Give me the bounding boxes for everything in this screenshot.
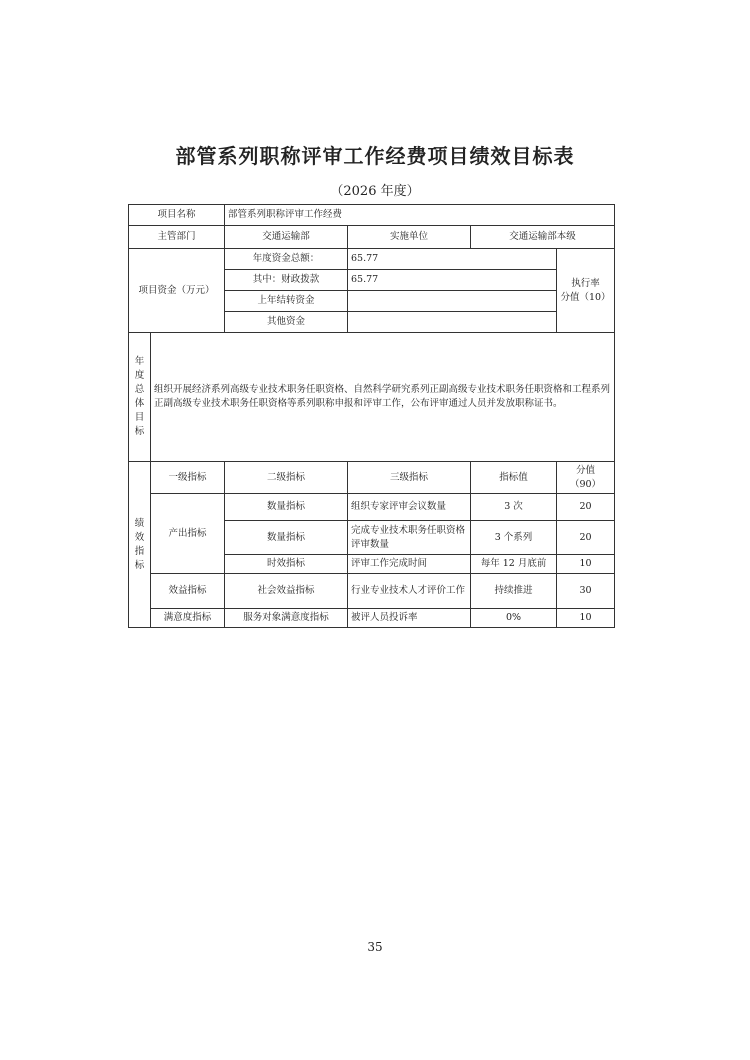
- level2-cell: 时效指标: [225, 555, 348, 574]
- project-name-label: 项目名称: [129, 205, 225, 226]
- annual-total-value: 65.77: [348, 249, 557, 270]
- satisfaction-indicator-label: 满意度指标: [151, 609, 225, 628]
- value-cell: 0%: [471, 609, 557, 628]
- header-level1: 一级指标: [151, 462, 225, 494]
- level3-cell: 被评人员投诉率: [348, 609, 471, 628]
- exec-rate-label: 执行率: [571, 277, 600, 289]
- value-cell: 持续推进: [471, 574, 557, 609]
- score-cell: 10: [557, 609, 615, 628]
- exec-rate-cell: [557, 249, 615, 333]
- other-funds-value: [348, 312, 557, 333]
- row-annual-goal: [129, 333, 615, 462]
- project-name-value: 部管系列职称评审工作经费: [225, 205, 615, 226]
- row-annual-total: [129, 249, 615, 270]
- carryover-label: 上年结转资金: [225, 291, 348, 312]
- page-number: 35: [367, 940, 383, 954]
- header-level2: 二级指标: [225, 462, 348, 494]
- value-cell: 3 个系列: [471, 521, 557, 555]
- score-cell: 20: [557, 494, 615, 521]
- document-subtitle: （2026 年度）: [330, 184, 420, 199]
- level2-cell: 社会效益指标: [225, 574, 348, 609]
- level3-cell: 行业专业技术人才评价工作: [348, 574, 471, 609]
- score-cell: 20: [557, 521, 615, 555]
- impl-unit-value: 交通运输部本级: [471, 226, 615, 249]
- score-cell: 10: [557, 555, 615, 574]
- level2-cell: 服务对象满意度指标: [225, 609, 348, 628]
- performance-target-table: [128, 204, 615, 628]
- header-score: 分值 （90）: [557, 462, 615, 494]
- document-title: 部管系列职称评审工作经费项目绩效目标表: [175, 144, 575, 168]
- header-level3: 三级指标: [348, 462, 471, 494]
- value-cell: 每年 12 月底前: [471, 555, 557, 574]
- exec-rate-score: 分值（10）: [560, 291, 611, 303]
- value-cell: 3 次: [471, 494, 557, 521]
- level3-cell: 组织专家评审会议数量: [348, 494, 471, 521]
- funds-label: 项目资金（万元）: [129, 249, 225, 333]
- table-row: [129, 494, 615, 521]
- level2-cell: 数量指标: [225, 521, 348, 555]
- table-row: [129, 609, 615, 628]
- row-department: [129, 226, 615, 249]
- annual-total-label: 年度资金总额：: [225, 249, 348, 270]
- annual-goal-text: 组织开展经济系列高级专业技术职务任职资格、自然科学研究系列正副高级专业技术职务任职资格和工程系列正副高级专业技术职务任职资格等系列职称申报和评审工作，公布评审通过人员并发放职称证书。: [151, 333, 615, 462]
- impl-unit-label: 实施单位: [348, 226, 471, 249]
- carryover-value: [348, 291, 557, 312]
- level3-cell: 评审工作完成时间: [348, 555, 471, 574]
- benefit-indicator-label: 效益指标: [151, 574, 225, 609]
- row-project-name: [129, 205, 615, 226]
- header-value: 指标值: [471, 462, 557, 494]
- output-indicator-label: 产出指标: [151, 494, 225, 574]
- fiscal-value: 65.77: [348, 270, 557, 291]
- table-row: [129, 574, 615, 609]
- fiscal-label: 其中：财政拨款: [225, 270, 348, 291]
- performance-indicators-label: 绩 效 指 标: [129, 462, 151, 628]
- annual-goal-label: 年 度 总 体 目 标: [129, 333, 151, 462]
- row-indicator-headers: [129, 462, 615, 494]
- level2-cell: 数量指标: [225, 494, 348, 521]
- dept-label: 主管部门: [129, 226, 225, 249]
- other-funds-label: 其他资金: [225, 312, 348, 333]
- score-cell: 30: [557, 574, 615, 609]
- level3-cell: 完成专业技术职务任职资格评审数量: [348, 521, 471, 555]
- dept-value: 交通运输部: [225, 226, 348, 249]
